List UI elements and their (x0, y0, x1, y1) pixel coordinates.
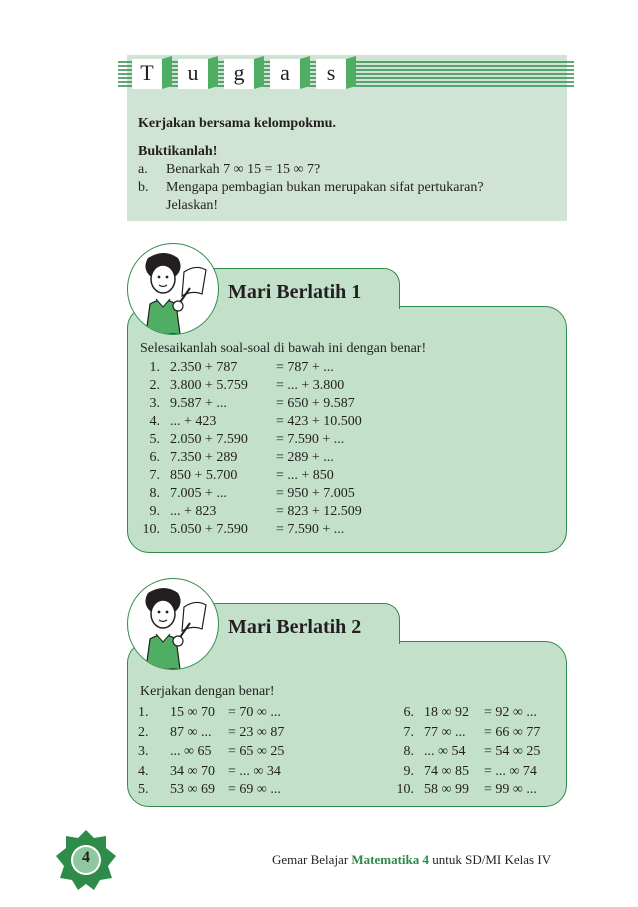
list-item-expression: ... ∞ 65 (170, 744, 212, 759)
tugas-letter-g: g (233, 60, 245, 85)
tugas-prompt: Buktikanlah! (138, 144, 218, 159)
list-item-number: 10. (396, 782, 414, 797)
list-item-number: 4. (149, 414, 160, 429)
list-item-expression: 18 ∞ 92 (424, 705, 469, 720)
list-item-answer: = 23 ∞ 87 (228, 725, 285, 740)
list-item-right: = 823 + 12.509 (276, 504, 362, 519)
list-item-right: = 423 + 10.500 (276, 414, 362, 429)
list-item-expression: 87 ∞ ... (170, 725, 212, 740)
student-avatar (127, 243, 219, 335)
list-item-answer: = 70 ∞ ... (228, 705, 281, 720)
list-item-number: 1. (138, 705, 149, 720)
tugas-item-text: Jelaskan! (166, 198, 219, 213)
list-item-number: 9. (149, 504, 160, 519)
list-item-number: 3. (138, 744, 149, 759)
list-item-answer: = 92 ∞ ... (484, 705, 537, 720)
list-item-right: = ... + 850 (276, 468, 334, 483)
list-item-number: 7. (149, 468, 160, 483)
tugas-item-text: Benarkah 7 ∞ 15 = 15 ∞ 7? (166, 162, 321, 177)
list-item-left: 5.050 + 7.590 (170, 522, 248, 537)
list-item-answer: = ... ∞ 74 (484, 764, 537, 779)
tugas-letter-t: T (140, 60, 154, 85)
student-avatar (127, 578, 219, 670)
list-item-answer: = 69 ∞ ... (228, 782, 281, 797)
list-item-expression: 77 ∞ ... (424, 725, 466, 740)
list-item-number: 10. (142, 522, 160, 537)
list-item-number: 2. (149, 378, 160, 393)
list-item-expression: ... ∞ 54 (424, 744, 466, 759)
tugas-letter-a: a (280, 60, 290, 85)
list-item-answer: = 99 ∞ ... (484, 782, 537, 797)
list-item-number: 5. (138, 782, 149, 797)
list-item-left: 850 + 5.700 (170, 468, 238, 483)
footer-book-title: Gemar Belajar (272, 852, 352, 867)
list-item-number: 5. (149, 432, 160, 447)
student-writing-icon (128, 244, 218, 334)
tugas-item-label: a. (138, 162, 148, 177)
list-item-right: = 650 + 9.587 (276, 396, 355, 411)
latihan1-instruction: Selesaikanlah soal-soal di bawah ini dengan benar! (140, 341, 427, 356)
list-item-expression: 15 ∞ 70 (170, 705, 215, 720)
list-item-answer: = 65 ∞ 25 (228, 744, 285, 759)
list-item-left: 7.350 + 289 (170, 450, 238, 465)
list-item-expression: 53 ∞ 69 (170, 782, 215, 797)
student-writing-icon (128, 579, 218, 669)
list-item-left: ... + 823 (170, 504, 217, 519)
list-item-right: = ... + 3.800 (276, 378, 345, 393)
latihan1-title: Mari Berlatih 1 (228, 281, 362, 303)
list-item-expression: 58 ∞ 99 (424, 782, 469, 797)
list-item-left: 3.800 + 5.759 (170, 378, 248, 393)
page-number: 4 (82, 849, 90, 866)
list-item-number: 7. (403, 725, 414, 740)
latihan2-instruction: Kerjakan dengan benar! (140, 684, 275, 699)
tugas-letter-u: u (187, 60, 199, 85)
tugas-item-label: b. (138, 180, 149, 195)
list-item-number: 3. (149, 396, 160, 411)
tugas-instruction: Kerjakan bersama kelompokmu. (138, 116, 336, 131)
list-item-number: 6. (403, 705, 414, 720)
list-item-left: 2.350 + 787 (170, 360, 238, 375)
list-item-number: 2. (138, 725, 149, 740)
list-item-number: 9. (403, 764, 414, 779)
list-item-expression: 34 ∞ 70 (170, 764, 215, 779)
list-item-left: 7.005 + ... (170, 486, 227, 501)
list-item-right: = 289 + ... (276, 450, 334, 465)
list-item-expression: 74 ∞ 85 (424, 764, 469, 779)
tugas-item-text: Mengapa pembagian bukan merupakan sifat pertukaran? (166, 180, 484, 195)
list-item-number: 8. (403, 744, 414, 759)
list-item-answer: = 66 ∞ 77 (484, 725, 541, 740)
list-item-number: 8. (149, 486, 160, 501)
list-item-number: 4. (138, 764, 149, 779)
footer-subject: Matematika 4 (351, 852, 430, 867)
list-item-right: = 7.590 + ... (276, 432, 345, 447)
footer-grade: untuk SD/MI Kelas IV (429, 852, 552, 867)
latihan2-title: Mari Berlatih 2 (228, 616, 362, 638)
list-item-answer: = ... ∞ 34 (228, 764, 281, 779)
list-item-number: 6. (149, 450, 160, 465)
list-item-answer: = 54 ∞ 25 (484, 744, 541, 759)
list-item-number: 1. (149, 360, 160, 375)
list-item-right: = 7.590 + ... (276, 522, 345, 537)
list-item-left: 9.587 + ... (170, 396, 227, 411)
footer-text (272, 852, 551, 868)
list-item-right: = 787 + ... (276, 360, 334, 375)
list-item-left: 2.050 + 7.590 (170, 432, 248, 447)
list-item-right: = 950 + 7.005 (276, 486, 355, 501)
tugas-letter-s: s (326, 60, 336, 85)
list-item-left: ... + 423 (170, 414, 217, 429)
